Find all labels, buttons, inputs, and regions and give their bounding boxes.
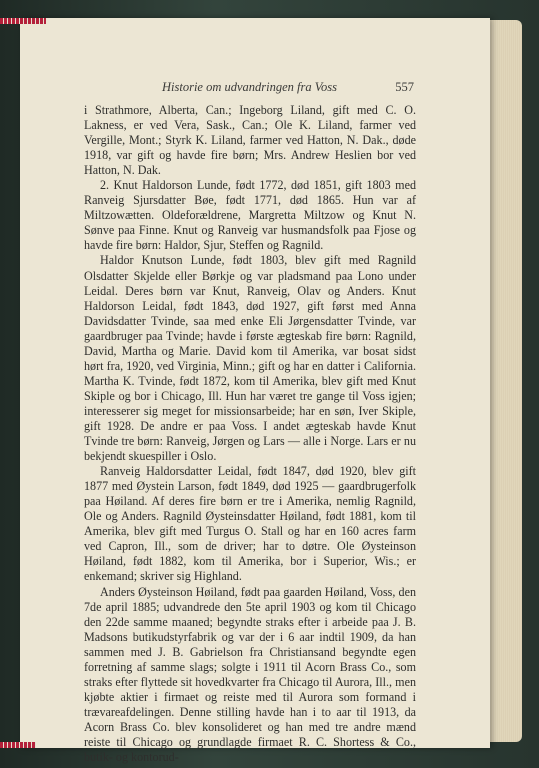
paragraph: i Strathmore, Alberta, Can.; Ingeborg Liland, gift med C. O. Lakness, er ved Vera, Sask., Can.; Ole K. Liland, farmer ved Vergille, Mont.; Styrk K. Liland, farmer ved Hatton, N. Dak., døde 1918, var gift og havde fire børn; Mrs. Andrew Heslien bor ved Hatton, N. Dak. xyxy=(84,103,416,178)
page-number: 557 xyxy=(395,80,414,94)
running-title: Historie om udvandringen fra Voss xyxy=(162,80,337,94)
paragraph: Ranveig Haldorsdatter Leidal, født 1847, død 1920, blev gift 1877 med Øystein Larson, født 1849, død 1925 — gaardbrugerfolk paa Høiland. Af deres fire børn er tre i Amerika, nemlig Ragnild, Ole og Anders. Ragnild Øysteinsdatter Høiland, født 1881, kom til Amerika, blev gift med Turgus O. Stall og har en 160 acres farm ved Capron, Ill., som de driver; har to døtre. Ole Øysteinson Høiland, født 1882, kom til Amerika, bor i Superior, Wis.; er enkemand; skriver sig Highland. xyxy=(84,464,416,584)
paragraph: Haldor Knutson Lunde, født 1803, blev gift med Ragnild Olsdatter Skjelde eller Børkje og var pladsmand paa Lono under Leidal. Deres børn var Knut, Ranveig, Olav og Anders. Knut Haldorson Leidal, født 1843, død 1927, gift først med Anna Davidsdatter Tvinde, saa med enke Eli Jørgensdatter Tvinde, var gaardbruger paa Tvinde; havde i første ægteskab fire børn: Ragnild, David, Martha og Marie. David kom til Amerika, var bosat sidst hørt fra, 1920, ved Virginia, Minn.; gift og har en datter i California. Martha K. Tvinde, født 1872, kom til Amerika, blev gift med Knut Skiple og bor i Chicago, Ill. Hun har været tre gange til Voss igjen; interesserer sig meget for missionsarbeide; har en søn, Iver Skiple, gift 1928. De andre er paa Voss. I andet ægteskab havde Knut Tvinde tre børn: Ranveig, Jørgen og Lars — alle i Norge. Lars er nu bekjendt skuespiller i Oslo. xyxy=(84,253,416,464)
body-text xyxy=(84,103,416,765)
paragraph: Anders Øysteinson Høiland, født paa gaarden Høiland, Voss, den 7de april 1885; udvandrede den 5te april 1903 og kom til Chicago den 22de samme maaned; begyndte straks efter i arbeide paa J. B. Madsons butikudstyrfabrik og var der i 6 aar indtil 1909, da han sammen med J. B. Gabrielson fra Christiansand begyndte egen forretning af samme slags; solgte i 1911 til Acorn Brass Co., som straks efter flyttede sit hovedkvarter fra Chicago til Aurora, Ill., men kjøbte aktier i firmaet og reiste med til Aurora som formand i trævareafdelingen. Denne stilling havde han i to aar til 1913, da Acorn Brass Co. blev konsolideret og han med tre andre mænd reiste til Chicago og grundlagde firmaet R. C. Shortess & Co., butik- og kontorud- xyxy=(84,584,416,765)
bookmark-ribbon-top xyxy=(0,18,46,24)
bookmark-ribbon-bottom xyxy=(0,742,36,748)
paragraph: 2. Knut Haldorson Lunde, født 1772, død 1851, gift 1803 med Ranveig Sjursdatter Bøe, født 1771, død 1865. Hun var af Miltzowætten. Oldeforældrene, Margretta Miltzow og Knut N. Sønve paa Finne. Knut og Ranveig var husmandsfolk paa Fjose og havde fire børn: Haldor, Sjur, Steffen og Ragnild. xyxy=(84,178,416,253)
